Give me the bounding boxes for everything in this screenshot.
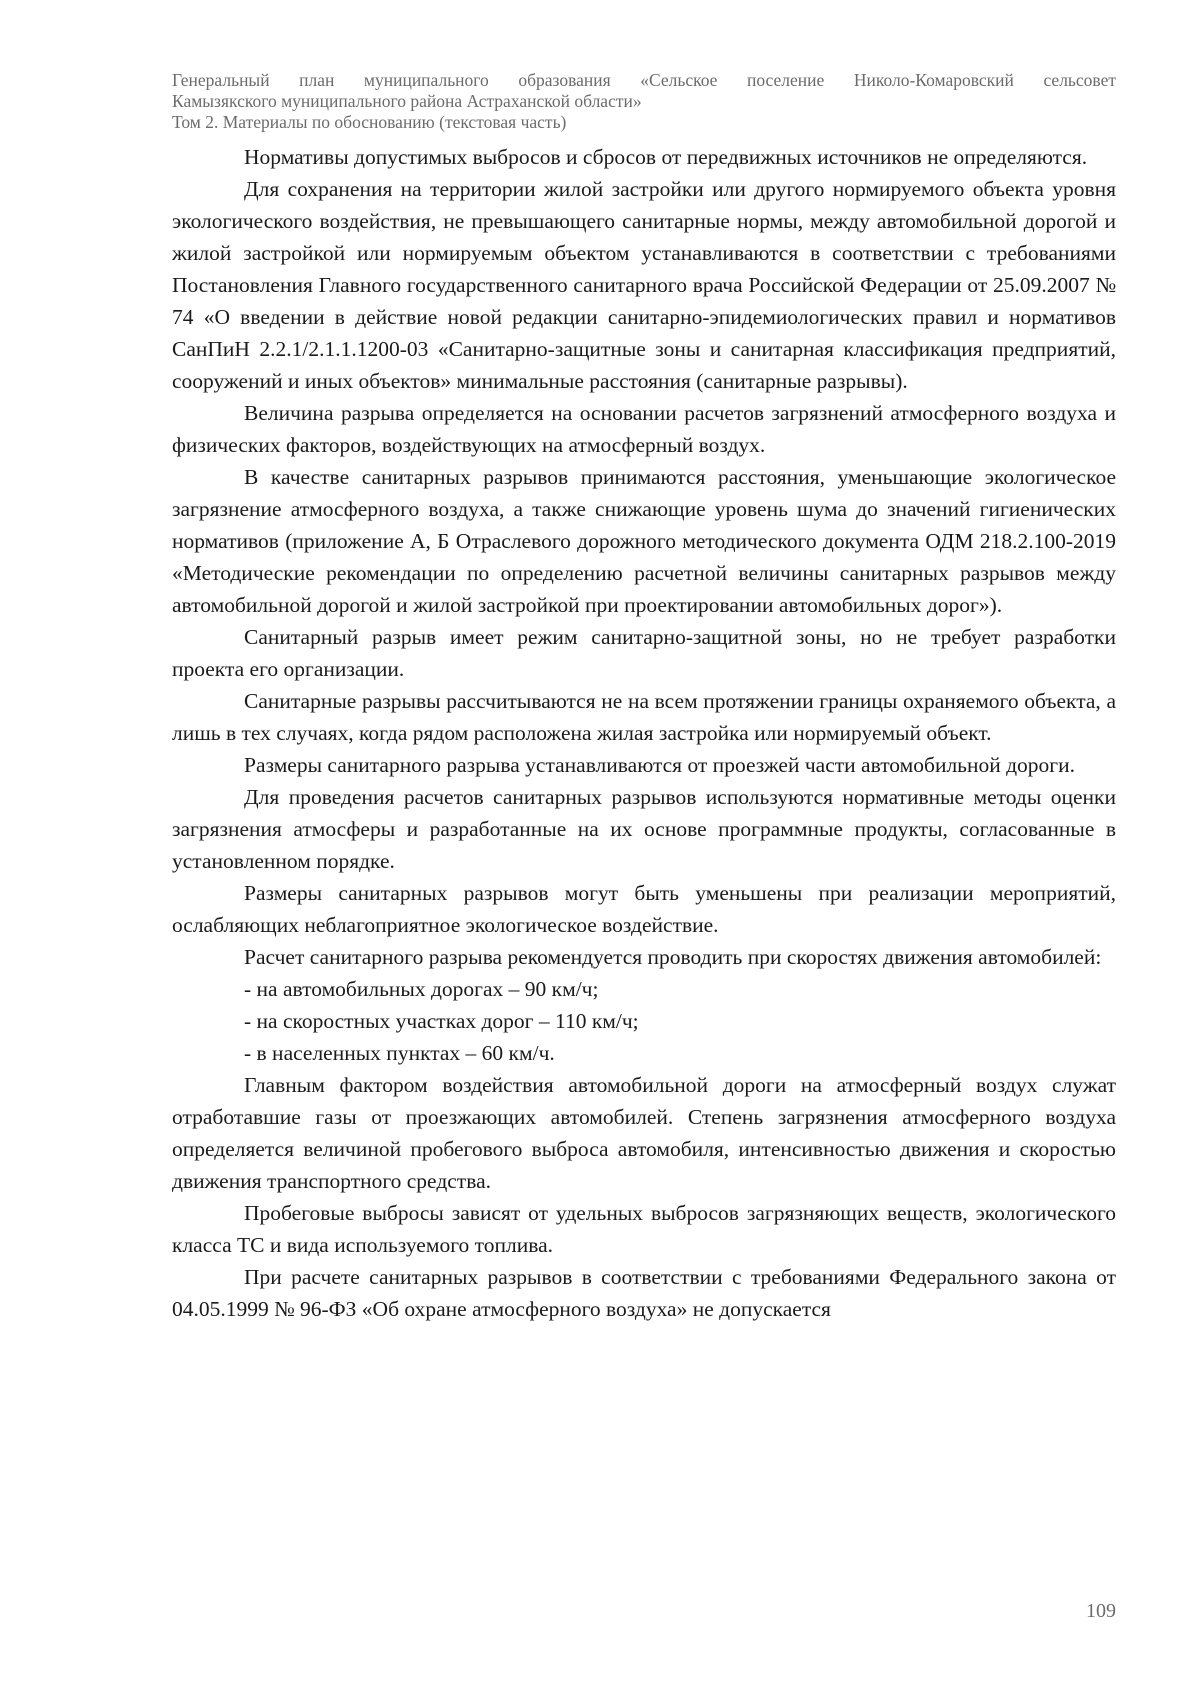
header-line-2: Камызякского муниципального района Астраханской области»: [172, 91, 642, 111]
header-line-3: Том 2. Материалы по обоснованию (текстовая часть): [172, 112, 567, 132]
paragraph: Санитарный разрыв имеет режим санитарно-защитной зоны, но не требует разработки проекта его организации.: [172, 625, 1116, 681]
page-number: 109: [1086, 1600, 1116, 1622]
paragraph: Величина разрыва определяется на основании расчетов загрязнений атмосферного воздуха и физических факторов, воздействующих на атмосферный воздух.: [172, 401, 1116, 457]
paragraph: Для сохранения на территории жилой застройки или другого нормируемого объекта уровня экологического воздействия, не превышающего санитарные нормы, между автомобильной дорогой и жилой застройкой или нормируемым объектом устанавливаются в соответствии с требованиями Постановления Главного государственного санитарного врача Российской Федерации от 25.09.2007 № 74 «О введении в действие новой редакции санитарно-эпидемиологических правил и нормативов СанПиН 2.2.1/2.1.1.1200-03 «Санитарно-защитные зоны и санитарная классификация предприятий, сооружений и иных объектов» минимальные расстояния (санитарные разрывы).: [172, 177, 1116, 393]
paragraph: В качестве санитарных разрывов принимаются расстояния, уменьшающие экологическое загрязнение атмосферного воздуха, а также снижающие уровень шума до значений гигиенических нормативов (приложение А, Б Отраслевого дорожного методического документа ОДМ 218.2.100-2019 «Методические рекомендации по определению расчетной величины санитарных разрывов между автомобильной дорогой и жилой застройкой при проектировании автомобильных дорог»).: [172, 465, 1116, 617]
paragraph: При расчете санитарных разрывов в соответствии с требованиями Федерального закона от 04.05.1999 № 96-ФЗ «Об охране атмосферного воздуха» не допускается: [172, 1265, 1116, 1321]
paragraph: Размеры санитарного разрыва устанавливаются от проезжей части автомобильной дороги.: [244, 753, 1076, 777]
list-item: - в населенных пунктах – 60 км/ч.: [244, 1041, 555, 1065]
header-line-1: Генеральный план муниципального образования «Сельское поселение Николо-Комаровский сельсовет: [172, 70, 1116, 90]
list-item: - на скоростных участках дорог – 110 км/ч;: [244, 1009, 639, 1033]
body-text: [172, 141, 1116, 1325]
paragraph: Главным фактором воздействия автомобильной дороги на атмосферный воздух служат отработавшие газы от проезжающих автомобилей. Степень загрязнения атмосферного воздуха определяется величиной пробегового выброса автомобиля, интенсивностью движения и скоростью движения транспортного средства.: [172, 1073, 1116, 1193]
paragraph: Нормативы допустимых выбросов и сбросов от передвижных источников не определяются.: [244, 145, 1088, 169]
running-header: [172, 70, 1116, 133]
paragraph: Для проведения расчетов санитарных разрывов используются нормативные методы оценки загрязнения атмосферы и разработанные на их основе программные продукты, согласованные в установленном порядке.: [172, 785, 1116, 873]
paragraph: Пробеговые выбросы зависят от удельных выбросов загрязняющих веществ, экологического класса ТС и вида используемого топлива.: [172, 1201, 1116, 1257]
paragraph: Размеры санитарных разрывов могут быть уменьшены при реализации мероприятий, ослабляющих неблагоприятное экологическое воздействие.: [172, 881, 1116, 937]
paragraph: Санитарные разрывы рассчитываются не на всем протяжении границы охраняемого объекта, а лишь в тех случаях, когда рядом расположена жилая застройка или нормируемый объект.: [172, 689, 1116, 745]
list-item: - на автомобильных дорогах – 90 км/ч;: [244, 977, 599, 1001]
paragraph: Расчет санитарного разрыва рекомендуется проводить при скоростях движения автомобилей:: [244, 945, 1102, 969]
